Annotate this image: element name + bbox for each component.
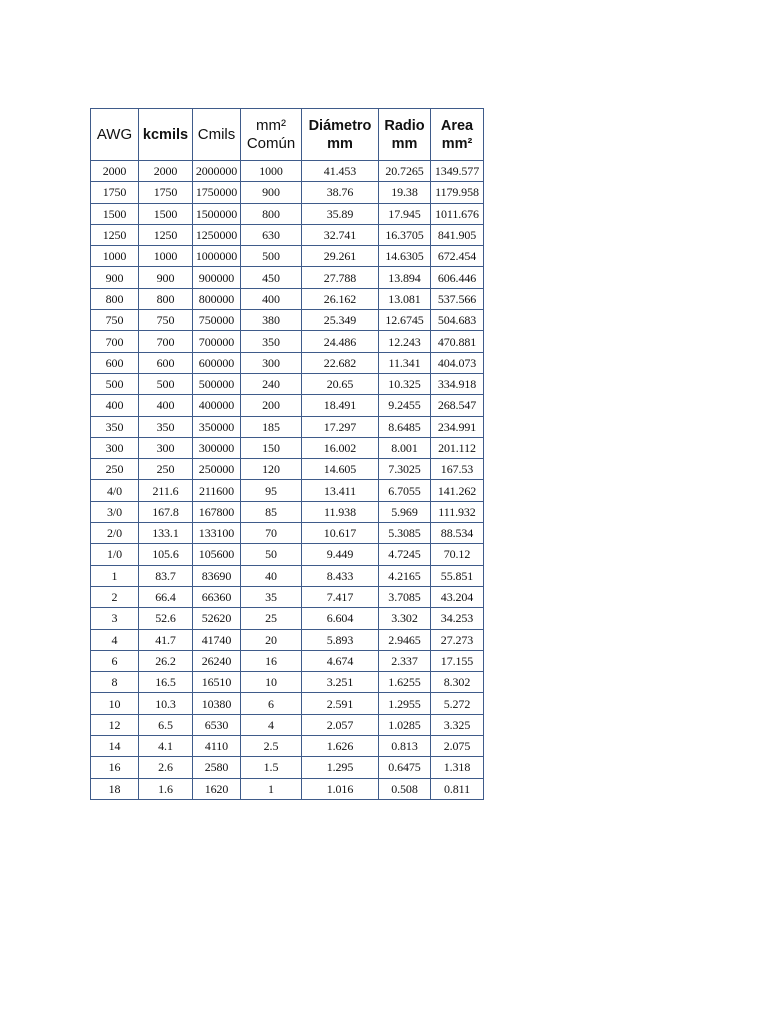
table-cell-diametro-mm: 18.491 [302, 395, 379, 416]
table-cell-kcmils: 2000 [139, 161, 193, 182]
table-cell-cmils: 2580 [193, 757, 241, 778]
table-cell-diametro-mm: 8.433 [302, 565, 379, 586]
table-cell-kcmils: 500 [139, 373, 193, 394]
table-cell-cmils: 500000 [193, 373, 241, 394]
table-cell-radio-mm: 8.001 [379, 437, 431, 458]
table-cell-radio-mm: 0.813 [379, 736, 431, 757]
table-cell-mm2-comun: 450 [241, 267, 302, 288]
table-cell-diametro-mm: 4.674 [302, 650, 379, 671]
table-cell-diametro-mm: 32.741 [302, 224, 379, 245]
table-cell-kcmils: 400 [139, 395, 193, 416]
table-cell-area-mm2: 43.204 [431, 586, 484, 607]
table-cell-cmils: 16510 [193, 672, 241, 693]
table-cell-awg: 4/0 [91, 480, 139, 501]
table-cell-mm2-comun: 35 [241, 586, 302, 607]
table-cell-diametro-mm: 6.604 [302, 608, 379, 629]
table-cell-diametro-mm: 22.682 [302, 352, 379, 373]
table-cell-cmils: 700000 [193, 331, 241, 352]
table-row [91, 650, 484, 671]
table-row [91, 288, 484, 309]
table-cell-cmils: 400000 [193, 395, 241, 416]
table-cell-area-mm2: 841.905 [431, 224, 484, 245]
table-cell-area-mm2: 55.851 [431, 565, 484, 586]
table-cell-cmils: 1250000 [193, 224, 241, 245]
table-cell-diametro-mm: 2.591 [302, 693, 379, 714]
table-cell-radio-mm: 0.6475 [379, 757, 431, 778]
table-cell-awg: 300 [91, 437, 139, 458]
table-cell-awg: 1/0 [91, 544, 139, 565]
table-cell-area-mm2: 167.53 [431, 459, 484, 480]
table-cell-diametro-mm: 41.453 [302, 161, 379, 182]
table-cell-awg: 750 [91, 310, 139, 331]
table-cell-area-mm2: 17.155 [431, 650, 484, 671]
table-row [91, 224, 484, 245]
table-cell-awg: 500 [91, 373, 139, 394]
table-cell-mm2-comun: 150 [241, 437, 302, 458]
table-cell-mm2-comun: 120 [241, 459, 302, 480]
column-header-area-mm2 [431, 109, 484, 161]
table-cell-awg: 14 [91, 736, 139, 757]
table-row [91, 267, 484, 288]
table-row [91, 672, 484, 693]
table-cell-awg: 400 [91, 395, 139, 416]
table-cell-radio-mm: 7.3025 [379, 459, 431, 480]
table-cell-radio-mm: 4.7245 [379, 544, 431, 565]
table-row [91, 203, 484, 224]
column-header-radio-mm [379, 109, 431, 161]
table-cell-area-mm2: 234.991 [431, 416, 484, 437]
column-header-mm2-comun [241, 109, 302, 161]
table-cell-area-mm2: 88.534 [431, 523, 484, 544]
table-cell-diametro-mm: 20.65 [302, 373, 379, 394]
table-cell-area-mm2: 8.302 [431, 672, 484, 693]
table-row [91, 246, 484, 267]
table-header-row [91, 109, 484, 161]
table-body [91, 161, 484, 800]
table-cell-radio-mm: 12.243 [379, 331, 431, 352]
table-cell-cmils: 6530 [193, 714, 241, 735]
table-cell-kcmils: 1750 [139, 182, 193, 203]
table-cell-diametro-mm: 9.449 [302, 544, 379, 565]
table-cell-mm2-comun: 500 [241, 246, 302, 267]
table-cell-area-mm2: 201.112 [431, 437, 484, 458]
table-cell-cmils: 41740 [193, 629, 241, 650]
column-header-line: Común [246, 134, 296, 152]
table-cell-area-mm2: 268.547 [431, 395, 484, 416]
table-cell-radio-mm: 9.2455 [379, 395, 431, 416]
table-cell-mm2-comun: 900 [241, 182, 302, 203]
table-cell-awg: 2000 [91, 161, 139, 182]
table-cell-radio-mm: 2.9465 [379, 629, 431, 650]
table-cell-diametro-mm: 1.016 [302, 778, 379, 799]
table-cell-awg: 18 [91, 778, 139, 799]
table-row [91, 608, 484, 629]
table-cell-mm2-comun: 95 [241, 480, 302, 501]
table-cell-mm2-comun: 1000 [241, 161, 302, 182]
table-cell-awg: 900 [91, 267, 139, 288]
column-header-cmils [193, 109, 241, 161]
table-cell-radio-mm: 1.6255 [379, 672, 431, 693]
table-cell-awg: 6 [91, 650, 139, 671]
column-header-line: Cmils [197, 125, 236, 143]
table-cell-mm2-comun: 200 [241, 395, 302, 416]
table-cell-cmils: 1000000 [193, 246, 241, 267]
table-cell-kcmils: 350 [139, 416, 193, 437]
table-cell-kcmils: 133.1 [139, 523, 193, 544]
table-cell-mm2-comun: 380 [241, 310, 302, 331]
table-cell-awg: 1250 [91, 224, 139, 245]
table-cell-mm2-comun: 400 [241, 288, 302, 309]
table-cell-kcmils: 1000 [139, 246, 193, 267]
table-cell-cmils: 900000 [193, 267, 241, 288]
table-cell-kcmils: 66.4 [139, 586, 193, 607]
table-cell-kcmils: 16.5 [139, 672, 193, 693]
table-row [91, 395, 484, 416]
table-cell-kcmils: 1.6 [139, 778, 193, 799]
table-cell-area-mm2: 1011.676 [431, 203, 484, 224]
table-cell-area-mm2: 537.566 [431, 288, 484, 309]
table-cell-kcmils: 167.8 [139, 501, 193, 522]
table-cell-cmils: 750000 [193, 310, 241, 331]
table-row [91, 161, 484, 182]
table-cell-diametro-mm: 13.411 [302, 480, 379, 501]
table-cell-mm2-comun: 2.5 [241, 736, 302, 757]
table-cell-area-mm2: 141.262 [431, 480, 484, 501]
table-cell-radio-mm: 12.6745 [379, 310, 431, 331]
table-cell-radio-mm: 5.969 [379, 501, 431, 522]
table-cell-kcmils: 26.2 [139, 650, 193, 671]
table-row [91, 480, 484, 501]
table-cell-awg: 1 [91, 565, 139, 586]
table-cell-mm2-comun: 16 [241, 650, 302, 671]
column-header-line: Area [440, 117, 474, 134]
table-cell-radio-mm: 10.325 [379, 373, 431, 394]
table-cell-radio-mm: 11.341 [379, 352, 431, 373]
table-cell-area-mm2: 672.454 [431, 246, 484, 267]
table-cell-diametro-mm: 2.057 [302, 714, 379, 735]
table-cell-diametro-mm: 14.605 [302, 459, 379, 480]
table-cell-area-mm2: 70.12 [431, 544, 484, 565]
table-cell-radio-mm: 0.508 [379, 778, 431, 799]
table-cell-cmils: 1750000 [193, 182, 241, 203]
table-cell-mm2-comun: 70 [241, 523, 302, 544]
table-cell-radio-mm: 13.894 [379, 267, 431, 288]
column-header-line: mm² [441, 135, 473, 152]
table-cell-mm2-comun: 40 [241, 565, 302, 586]
column-header-line: Diámetro [308, 117, 372, 134]
table-cell-kcmils: 700 [139, 331, 193, 352]
table-cell-area-mm2: 504.683 [431, 310, 484, 331]
table-cell-diametro-mm: 26.162 [302, 288, 379, 309]
table-cell-diametro-mm: 38.76 [302, 182, 379, 203]
table-cell-awg: 16 [91, 757, 139, 778]
table-cell-area-mm2: 5.272 [431, 693, 484, 714]
table-row [91, 544, 484, 565]
table-cell-diametro-mm: 24.486 [302, 331, 379, 352]
table-cell-area-mm2: 470.881 [431, 331, 484, 352]
table-row [91, 310, 484, 331]
table-cell-cmils: 4110 [193, 736, 241, 757]
table-cell-awg: 250 [91, 459, 139, 480]
table-cell-cmils: 211600 [193, 480, 241, 501]
table-cell-kcmils: 211.6 [139, 480, 193, 501]
table-cell-mm2-comun: 185 [241, 416, 302, 437]
table-cell-mm2-comun: 1.5 [241, 757, 302, 778]
table-cell-mm2-comun: 300 [241, 352, 302, 373]
awg-conversion-sheet [90, 108, 484, 800]
column-header-line: mm [391, 135, 418, 152]
table-cell-cmils: 52620 [193, 608, 241, 629]
column-header-line: AWG [96, 125, 133, 143]
column-header-line: Radio [384, 117, 425, 134]
table-cell-cmils: 250000 [193, 459, 241, 480]
table-cell-mm2-comun: 4 [241, 714, 302, 735]
table-cell-awg: 2/0 [91, 523, 139, 544]
table-cell-awg: 4 [91, 629, 139, 650]
table-cell-radio-mm: 3.302 [379, 608, 431, 629]
table-cell-diametro-mm: 35.89 [302, 203, 379, 224]
table-cell-radio-mm: 17.945 [379, 203, 431, 224]
table-cell-radio-mm: 20.7265 [379, 161, 431, 182]
table-cell-diametro-mm: 5.893 [302, 629, 379, 650]
table-cell-kcmils: 300 [139, 437, 193, 458]
column-header-awg [91, 109, 139, 161]
table-cell-radio-mm: 14.6305 [379, 246, 431, 267]
table-cell-kcmils: 10.3 [139, 693, 193, 714]
table-cell-cmils: 10380 [193, 693, 241, 714]
table-cell-area-mm2: 0.811 [431, 778, 484, 799]
table-cell-mm2-comun: 10 [241, 672, 302, 693]
table-row [91, 182, 484, 203]
table-cell-kcmils: 6.5 [139, 714, 193, 735]
table-cell-kcmils: 2.6 [139, 757, 193, 778]
table-cell-kcmils: 900 [139, 267, 193, 288]
table-cell-awg: 3 [91, 608, 139, 629]
table-cell-diametro-mm: 27.788 [302, 267, 379, 288]
table-cell-awg: 8 [91, 672, 139, 693]
table-row [91, 586, 484, 607]
table-cell-diametro-mm: 17.297 [302, 416, 379, 437]
table-cell-cmils: 1620 [193, 778, 241, 799]
table-cell-kcmils: 800 [139, 288, 193, 309]
table-cell-area-mm2: 334.918 [431, 373, 484, 394]
table-cell-kcmils: 41.7 [139, 629, 193, 650]
table-cell-diametro-mm: 25.349 [302, 310, 379, 331]
table-cell-diametro-mm: 7.417 [302, 586, 379, 607]
table-cell-cmils: 2000000 [193, 161, 241, 182]
table-cell-awg: 10 [91, 693, 139, 714]
table-row [91, 565, 484, 586]
table-cell-awg: 1500 [91, 203, 139, 224]
table-cell-area-mm2: 34.253 [431, 608, 484, 629]
table-cell-area-mm2: 27.273 [431, 629, 484, 650]
table-cell-area-mm2: 1.318 [431, 757, 484, 778]
column-header-line: mm [327, 135, 353, 152]
table-cell-cmils: 800000 [193, 288, 241, 309]
table-cell-kcmils: 1500 [139, 203, 193, 224]
table-cell-mm2-comun: 20 [241, 629, 302, 650]
table-cell-cmils: 300000 [193, 437, 241, 458]
table-row [91, 714, 484, 735]
table-cell-radio-mm: 2.337 [379, 650, 431, 671]
table-cell-cmils: 1500000 [193, 203, 241, 224]
table-cell-awg: 600 [91, 352, 139, 373]
table-cell-radio-mm: 6.7055 [379, 480, 431, 501]
table-row [91, 352, 484, 373]
table-row [91, 629, 484, 650]
table-cell-area-mm2: 1349.577 [431, 161, 484, 182]
table-cell-awg: 12 [91, 714, 139, 735]
table-cell-radio-mm: 1.2955 [379, 693, 431, 714]
table-row [91, 693, 484, 714]
table-cell-mm2-comun: 85 [241, 501, 302, 522]
table-cell-kcmils: 1250 [139, 224, 193, 245]
column-header-line: mm² [256, 116, 286, 134]
table-cell-radio-mm: 4.2165 [379, 565, 431, 586]
column-header-diametro-mm [302, 109, 379, 161]
table-cell-kcmils: 105.6 [139, 544, 193, 565]
table-cell-mm2-comun: 50 [241, 544, 302, 565]
table-cell-cmils: 66360 [193, 586, 241, 607]
table-cell-mm2-comun: 1 [241, 778, 302, 799]
table-cell-mm2-comun: 350 [241, 331, 302, 352]
table-cell-cmils: 83690 [193, 565, 241, 586]
table-cell-radio-mm: 3.7085 [379, 586, 431, 607]
table-cell-diametro-mm: 1.626 [302, 736, 379, 757]
table-cell-cmils: 133100 [193, 523, 241, 544]
table-cell-awg: 2 [91, 586, 139, 607]
table-row [91, 778, 484, 799]
table-cell-radio-mm: 5.3085 [379, 523, 431, 544]
table-row [91, 437, 484, 458]
table-cell-awg: 1000 [91, 246, 139, 267]
table-cell-cmils: 167800 [193, 501, 241, 522]
table-row [91, 331, 484, 352]
table-row [91, 373, 484, 394]
table-cell-kcmils: 52.6 [139, 608, 193, 629]
table-cell-mm2-comun: 25 [241, 608, 302, 629]
table-cell-awg: 350 [91, 416, 139, 437]
table-cell-kcmils: 750 [139, 310, 193, 331]
table-cell-awg: 700 [91, 331, 139, 352]
awg-conversion-table [90, 108, 484, 800]
table-cell-kcmils: 4.1 [139, 736, 193, 757]
table-row [91, 501, 484, 522]
table-cell-diametro-mm: 10.617 [302, 523, 379, 544]
table-cell-awg: 1750 [91, 182, 139, 203]
table-cell-kcmils: 250 [139, 459, 193, 480]
table-cell-kcmils: 83.7 [139, 565, 193, 586]
table-cell-area-mm2: 3.325 [431, 714, 484, 735]
table-cell-diametro-mm: 3.251 [302, 672, 379, 693]
table-cell-radio-mm: 16.3705 [379, 224, 431, 245]
table-cell-mm2-comun: 6 [241, 693, 302, 714]
table-cell-radio-mm: 8.6485 [379, 416, 431, 437]
table-cell-diametro-mm: 11.938 [302, 501, 379, 522]
table-cell-area-mm2: 2.075 [431, 736, 484, 757]
table-row [91, 459, 484, 480]
table-row [91, 416, 484, 437]
column-header-line: kcmils [142, 126, 189, 143]
table-cell-diametro-mm: 1.295 [302, 757, 379, 778]
table-cell-radio-mm: 1.0285 [379, 714, 431, 735]
table-cell-area-mm2: 1179.958 [431, 182, 484, 203]
table-row [91, 736, 484, 757]
table-cell-area-mm2: 404.073 [431, 352, 484, 373]
table-cell-radio-mm: 13.081 [379, 288, 431, 309]
table-cell-area-mm2: 111.932 [431, 501, 484, 522]
table-cell-mm2-comun: 240 [241, 373, 302, 394]
column-header-kcmils [139, 109, 193, 161]
table-cell-cmils: 105600 [193, 544, 241, 565]
table-cell-diametro-mm: 29.261 [302, 246, 379, 267]
table-cell-cmils: 26240 [193, 650, 241, 671]
table-cell-mm2-comun: 800 [241, 203, 302, 224]
table-cell-cmils: 600000 [193, 352, 241, 373]
table-row [91, 757, 484, 778]
table-cell-awg: 800 [91, 288, 139, 309]
table-cell-radio-mm: 19.38 [379, 182, 431, 203]
table-cell-mm2-comun: 630 [241, 224, 302, 245]
table-cell-awg: 3/0 [91, 501, 139, 522]
table-cell-kcmils: 600 [139, 352, 193, 373]
table-cell-cmils: 350000 [193, 416, 241, 437]
table-cell-diametro-mm: 16.002 [302, 437, 379, 458]
table-cell-area-mm2: 606.446 [431, 267, 484, 288]
table-row [91, 523, 484, 544]
